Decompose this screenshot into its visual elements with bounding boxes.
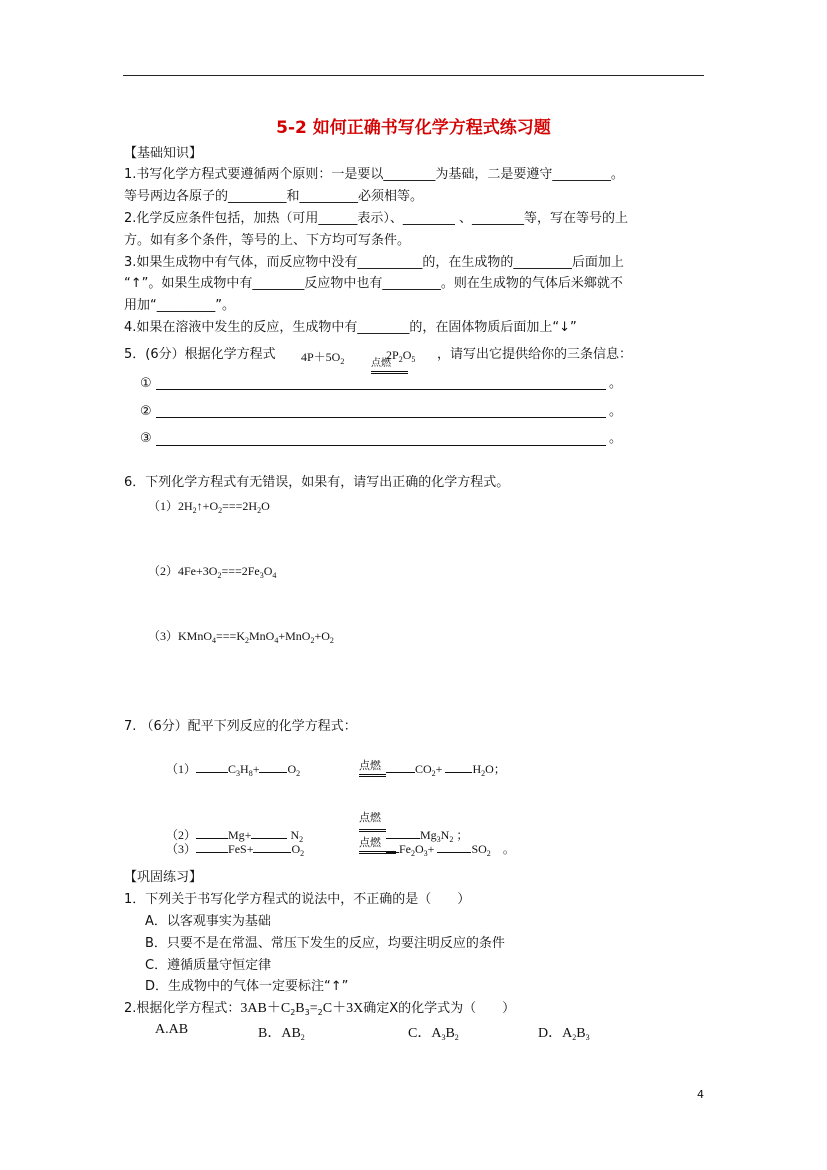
practice-q1-option-c: C．遵循质量守恒定律 [145,958,272,973]
q7-reaction-1-products: $CO_2+ H_2O$； [386,760,506,777]
q7-reaction-2-products: $Mg_3N_2$ ； [386,826,468,843]
q5-answer-line-3 [156,445,606,446]
q7-prompt: 7. （6分）配平下列反应的化学方程式： [124,719,357,734]
header-rule [123,75,704,76]
basic-line-5: 3.如果生成物中有气体，而反应物中没有__________的，在生成物的_________后面加上 [124,255,624,270]
section-basic: 【基础知识】 [124,146,203,161]
practice-q2-option-a: A.AB [155,1022,189,1037]
q5-condition: 点燃 [371,358,391,369]
q5-answer-line-2 [156,417,606,418]
q6-equation-2: $(2)4Fe+3O_2===2Fe_3O_4$ [148,564,277,580]
q5-item-3: ③ [140,431,152,446]
q5-end-2: 。 [609,404,623,419]
q5-end-3: 。 [609,431,623,446]
q5-suffix: ，请写出它提供给你的三条信息： [437,347,633,362]
q7-equals-2 [359,829,386,832]
q6-prompt: 6．下列化学方程式有无错误，如果有，请写出正确的化学方程式。 [124,475,510,490]
q5-prefix: 5．(6分）根据化学方程式 [124,347,276,362]
q7-reaction-2: （2） $Mg+ N_2$ [166,828,304,844]
practice-q1-option-d: D．生成物中的气体一定要标注“↑” [145,979,349,994]
q5-equation-right: $2P_2O_5$ [386,348,416,364]
q5-equals-sign [371,371,408,374]
basic-line-6: “↑”。如果生成物中有________反应物中也有_________。则在生成物的气体后米鄉就不 [124,276,623,291]
page-number: 4 [697,1088,704,1101]
section-practice: 【巩固练习】 [124,870,203,885]
q6-equation-3: $(3)KMnO_4===K_2MnO_4+MnO_2+O_2$ [148,629,334,645]
q7-reaction-3-products: $Fe_2O_3+ SO_2$ 。 [386,840,515,857]
basic-line-2: 等号两边各原子的_________和_________必须相等。 [124,189,424,204]
practice-q2-option-c: C．$A_3B_2$ [408,1026,459,1042]
q7-reaction-3: （3） $FeS+ O_2$ [166,842,305,858]
q5-answer-line-1 [156,389,606,390]
basic-line-7: 用加“_________”。 [124,298,235,313]
basic-line-3: 2.化学反应条件包括，加热（可用______表示）、________ 、________等，写在等号的上 [124,211,629,226]
basic-line-1: 1.书写化学方程式要遵循两个原则：一是要以________为基础，二是要遵守_________。 [124,167,624,182]
basic-line-8: 4.如果在溶液中发生的反应，生成物中有________的，在固体物质后面加上“↓” [124,320,577,335]
q6-equation-1: $(1)2H_2↑+O_2===2H_2O$ [148,499,270,515]
q7-equals-1 [359,774,386,777]
q7-condition-2: 点燃 [359,811,381,824]
q5-item-1: ① [140,376,152,391]
page-title: 5-2 如何正确书写化学方程式练习题 [276,118,551,138]
practice-q1-option-b: B．只要不是在常温、常压下发生的反应，均要注明反应的条件 [145,936,505,951]
practice-q1: 1．下列关于书写化学方程式的说法中，不正确的是（ ） [124,892,471,907]
q7-condition-1: 点燃 [359,759,381,772]
practice-q2-option-b: B．$AB_2$ [258,1026,305,1042]
q7-condition-3: 点燃 [359,836,381,849]
q5-equation-left: $4P+5O_2$ [301,350,345,366]
basic-line-4: 方。如有多个条件，等号的上、下方均可写条件。 [124,233,411,248]
practice-q2-option-d: D．$A_2B_3$ [538,1026,590,1042]
q5-end-1: 。 [609,376,623,391]
q5-item-2: ② [140,404,152,419]
practice-q2: 2.根据化学方程式：$3AB+C_2B_3=_2C+3X$确定X的化学式为（ ） [124,1001,516,1017]
practice-q1-option-a: A．以客观事实为基础 [145,914,271,929]
q7-reaction-1: （1） $C_3H_8+ O_2$ [166,762,301,778]
